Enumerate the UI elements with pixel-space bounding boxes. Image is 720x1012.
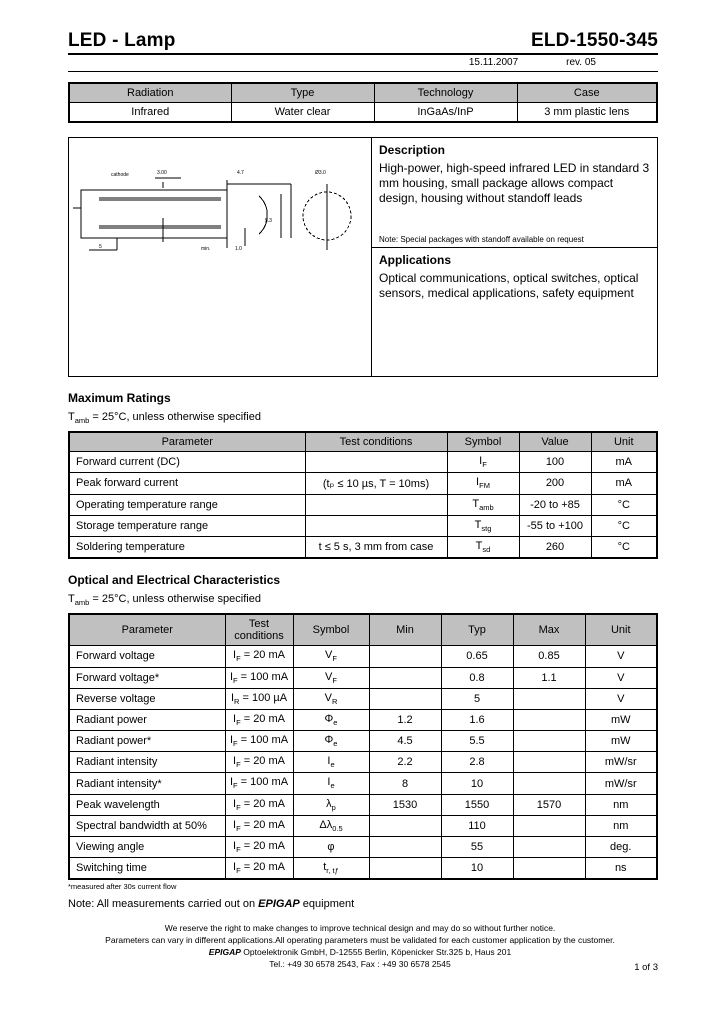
cell-test-conditions bbox=[305, 494, 447, 515]
footer-line-1: We reserve the right to make changes to improve technical design and may do so without further notice. bbox=[164, 923, 556, 933]
symbol-subscript: r, tƒ bbox=[326, 866, 339, 876]
cond-sub: F bbox=[233, 781, 238, 791]
cell-unit: nm bbox=[585, 815, 657, 836]
cell-min bbox=[369, 858, 441, 880]
col-test-conditions: Test conditions bbox=[305, 432, 447, 452]
symbol-base: I bbox=[476, 476, 480, 489]
cond-base: I bbox=[229, 734, 233, 747]
col-min: Min bbox=[369, 614, 441, 646]
cell-parameter: Peak wavelength bbox=[69, 794, 225, 815]
cond-rest: = 100 mA bbox=[237, 670, 289, 683]
cell-symbol bbox=[447, 515, 519, 536]
symbol-subscript: stg bbox=[481, 523, 492, 533]
cond-sub: F bbox=[236, 866, 241, 876]
table-row bbox=[69, 103, 657, 123]
cell-min bbox=[369, 646, 441, 667]
cond-sub: F bbox=[236, 718, 241, 728]
symbol-subscript: p bbox=[331, 802, 336, 812]
cell-unit: mW/sr bbox=[585, 773, 657, 794]
cell-symbol bbox=[293, 688, 369, 709]
cell-symbol bbox=[447, 452, 519, 473]
col-test-conditions: Test conditions bbox=[225, 614, 293, 646]
cell-symbol bbox=[293, 773, 369, 794]
table-row bbox=[69, 794, 657, 815]
cond-base: I bbox=[233, 840, 237, 852]
symbol-subscript: FM bbox=[479, 481, 490, 491]
cell-parameter: Spectral bandwidth at 50% bbox=[69, 815, 225, 836]
col-technology: Technology bbox=[374, 83, 517, 103]
footer-company: EPIGAP bbox=[208, 947, 241, 957]
table-row bbox=[69, 646, 657, 667]
cond-symbol-sub: amb bbox=[74, 598, 90, 608]
cell-typ: 1.6 bbox=[441, 709, 513, 730]
table-row bbox=[69, 837, 657, 858]
value-technology: InGaAs/InP bbox=[374, 103, 517, 123]
cond-base: I bbox=[229, 776, 233, 789]
cell-max bbox=[513, 688, 585, 709]
cell-symbol bbox=[293, 752, 369, 773]
cell-symbol bbox=[293, 815, 369, 836]
cell-typ: 0.8 bbox=[441, 667, 513, 688]
description-section bbox=[372, 138, 657, 248]
cond-text: = 25°C, unless otherwise specified bbox=[89, 593, 261, 606]
drawing-dimension-labels bbox=[99, 170, 326, 252]
part-number: ELD-1550-345 bbox=[530, 30, 658, 51]
cell-parameter: Viewing angle bbox=[69, 837, 225, 858]
cell-unit: nm bbox=[585, 794, 657, 815]
characteristics-title: Optical and Electrical Characteristics bbox=[68, 573, 281, 588]
symbol-base: Φ bbox=[324, 734, 334, 747]
cell-max bbox=[513, 815, 585, 836]
symbol-subscript: sd bbox=[482, 545, 491, 555]
col-unit: Unit bbox=[591, 432, 657, 452]
col-unit: Unit bbox=[585, 614, 657, 646]
applications-title: Applications bbox=[379, 253, 452, 267]
table-row bbox=[69, 536, 657, 558]
symbol-subscript: F bbox=[332, 675, 337, 685]
cell-typ: 110 bbox=[441, 815, 513, 836]
cell-parameter: Switching time bbox=[69, 858, 225, 880]
value-radiation: Infrared bbox=[69, 103, 231, 123]
cond-rest: = 20 mA bbox=[240, 797, 285, 810]
cell-value: -20 to +85 bbox=[519, 494, 591, 515]
overview-table bbox=[68, 82, 658, 123]
cell-test-conditions bbox=[225, 752, 293, 773]
note-prefix: Note: All measurements carried out on bbox=[68, 898, 259, 911]
cond-rest: = 100 µA bbox=[239, 691, 288, 704]
cell-min: 1.2 bbox=[369, 709, 441, 730]
cond-rest: = 20 mA bbox=[240, 649, 285, 662]
cell-symbol bbox=[293, 858, 369, 880]
svg-text:4.7: 4.7 bbox=[237, 170, 244, 176]
cell-value: -55 to +100 bbox=[519, 515, 591, 536]
cond-base: I bbox=[233, 755, 237, 768]
cond-sub: F bbox=[236, 760, 241, 770]
cell-symbol bbox=[447, 536, 519, 558]
symbol-base: I bbox=[479, 455, 483, 468]
package-outline-drawing bbox=[69, 138, 372, 376]
description-note: Note: Special packages with standoff available on request bbox=[379, 235, 584, 244]
cell-typ: 2.8 bbox=[441, 752, 513, 773]
cond-sub: F bbox=[236, 845, 241, 855]
cell-test-conditions bbox=[225, 773, 293, 794]
document-revision: rev. 05 bbox=[566, 57, 596, 68]
cond-base: I bbox=[233, 797, 237, 810]
cell-max bbox=[513, 709, 585, 730]
footer-line-2: Parameters can vary in different applications.All operating parameters must be validated for each customer application by the customer. bbox=[105, 935, 615, 945]
cond-sub: F bbox=[236, 802, 241, 812]
cell-typ: 55 bbox=[441, 837, 513, 858]
characteristics-table bbox=[68, 613, 658, 880]
cond-base: I bbox=[229, 670, 233, 683]
table-row bbox=[69, 858, 657, 880]
cell-symbol bbox=[293, 837, 369, 858]
cell-typ: 1550 bbox=[441, 794, 513, 815]
cell-unit: mW/sr bbox=[585, 752, 657, 773]
table-header-row bbox=[69, 432, 657, 452]
cell-test-conditions bbox=[305, 452, 447, 473]
col-type: Type bbox=[231, 83, 374, 103]
cell-min bbox=[369, 688, 441, 709]
cell-parameter: Radiant power* bbox=[69, 731, 225, 752]
table-row bbox=[69, 688, 657, 709]
sheet-content bbox=[68, 30, 658, 910]
characteristics-footnote: *measured after 30s current flow bbox=[68, 882, 177, 892]
note-suffix: equipment bbox=[299, 898, 355, 911]
cell-min: 8 bbox=[369, 773, 441, 794]
cell-unit: V bbox=[585, 688, 657, 709]
symbol-base: T bbox=[475, 539, 483, 552]
symbol-subscript: e bbox=[330, 760, 335, 770]
symbol-base: t bbox=[323, 861, 327, 874]
col-value: Value bbox=[519, 432, 591, 452]
cond-rest: = 20 mA bbox=[240, 840, 285, 852]
cell-unit: ns bbox=[585, 858, 657, 880]
cell-symbol bbox=[293, 646, 369, 667]
cell-test-conditions: t ≤ 5 s, 3 mm from case bbox=[305, 536, 447, 558]
cell-typ: 5.5 bbox=[441, 731, 513, 752]
page-title: LED - Lamp bbox=[68, 30, 176, 51]
cell-parameter: Soldering temperature bbox=[69, 536, 305, 558]
cell-unit: mA bbox=[591, 473, 657, 494]
cell-test-conditions bbox=[305, 515, 447, 536]
cell-parameter: Radiant power bbox=[69, 709, 225, 730]
symbol-base: V bbox=[325, 670, 333, 683]
drawing-description-block bbox=[68, 137, 658, 377]
svg-text:3.00: 3.00 bbox=[157, 170, 167, 176]
svg-text:5: 5 bbox=[99, 244, 102, 250]
cell-typ: 0.65 bbox=[441, 646, 513, 667]
cond-symbol-sub: amb bbox=[74, 416, 90, 426]
symbol-base: Δλ bbox=[319, 818, 333, 831]
cell-min bbox=[369, 667, 441, 688]
table-row bbox=[69, 731, 657, 752]
footer-address: Optoelektronik GmbH, D-12555 Berlin, Köpenicker Str.325 b, Haus 201 bbox=[240, 947, 512, 957]
characteristics-body bbox=[69, 646, 657, 880]
footer-address-line bbox=[0, 946, 720, 958]
table-row bbox=[69, 515, 657, 536]
cell-unit: deg. bbox=[585, 837, 657, 858]
col-symbol: Symbol bbox=[293, 614, 369, 646]
symbol-subscript: 0.5 bbox=[332, 824, 343, 833]
cell-unit: mW bbox=[585, 709, 657, 730]
cell-parameter: Forward voltage bbox=[69, 646, 225, 667]
cell-symbol bbox=[293, 709, 369, 730]
cell-unit: V bbox=[585, 667, 657, 688]
cond-base: I bbox=[233, 712, 237, 725]
cell-min bbox=[369, 815, 441, 836]
cell-max bbox=[513, 773, 585, 794]
cell-test-conditions bbox=[225, 709, 293, 730]
cell-max: 1.1 bbox=[513, 667, 585, 688]
cell-value: 100 bbox=[519, 452, 591, 473]
cond-symbol: T bbox=[68, 411, 75, 423]
page-header bbox=[68, 30, 658, 55]
cell-test-conditions bbox=[225, 837, 293, 858]
cell-parameter: Operating temperature range bbox=[69, 494, 305, 515]
svg-text:Ø3.0: Ø3.0 bbox=[315, 170, 326, 176]
symbol-base: V bbox=[325, 649, 333, 662]
symbol-base: λ bbox=[326, 797, 332, 810]
cell-symbol bbox=[447, 473, 519, 494]
maximum-ratings-condition bbox=[68, 411, 658, 425]
cell-min: 2.2 bbox=[369, 752, 441, 773]
cell-unit: °C bbox=[591, 536, 657, 558]
cell-unit: °C bbox=[591, 494, 657, 515]
symbol-subscript: R bbox=[331, 696, 338, 706]
cell-symbol bbox=[293, 667, 369, 688]
cell-parameter: Radiant intensity bbox=[69, 752, 225, 773]
symbol-subscript: amb bbox=[479, 502, 494, 512]
cell-parameter: Forward voltage* bbox=[69, 667, 225, 688]
cond-sub: R bbox=[234, 696, 240, 706]
cell-test-conditions bbox=[225, 688, 293, 709]
cell-test-conditions bbox=[225, 731, 293, 752]
cond-rest: = 20 mA bbox=[240, 861, 285, 874]
cond-sub: F bbox=[236, 654, 241, 664]
maximum-ratings-body bbox=[69, 452, 657, 558]
cond-base: I bbox=[233, 818, 237, 831]
cell-max: 0.85 bbox=[513, 646, 585, 667]
package-drawing-pane bbox=[69, 138, 372, 376]
cell-test-conditions: (tₚ ≤ 10 µs, T = 10ms) bbox=[305, 473, 447, 494]
cell-test-conditions bbox=[225, 815, 293, 836]
symbol-base: V bbox=[324, 691, 332, 704]
cell-typ: 10 bbox=[441, 773, 513, 794]
table-row bbox=[69, 667, 657, 688]
table-row bbox=[69, 815, 657, 836]
cell-unit: V bbox=[585, 646, 657, 667]
applications-body: Optical communications, optical switches, optical sensors, medical applications, safety equipment bbox=[379, 271, 639, 300]
cell-max bbox=[513, 837, 585, 858]
maximum-ratings-title: Maximum Ratings bbox=[68, 391, 171, 405]
cell-parameter: Peak forward current bbox=[69, 473, 305, 494]
col-radiation: Radiation bbox=[69, 83, 231, 103]
cell-test-conditions bbox=[225, 667, 293, 688]
cond-base: I bbox=[233, 861, 237, 874]
symbol-base: I bbox=[327, 776, 331, 789]
cell-parameter: Radiant intensity* bbox=[69, 773, 225, 794]
cell-typ: 10 bbox=[441, 858, 513, 880]
symbol-base: Φ bbox=[324, 712, 334, 725]
svg-text:5.3: 5.3 bbox=[265, 218, 272, 224]
maximum-ratings-table bbox=[68, 431, 658, 559]
col-max: Max bbox=[513, 614, 585, 646]
cond-sub: F bbox=[233, 675, 238, 685]
symbol-subscript: F bbox=[332, 654, 337, 664]
col-parameter: Parameter bbox=[69, 432, 305, 452]
cond-base: I bbox=[233, 649, 237, 662]
table-row bbox=[69, 752, 657, 773]
cell-max bbox=[513, 731, 585, 752]
cell-value: 200 bbox=[519, 473, 591, 494]
page-footer bbox=[0, 922, 720, 970]
description-applications-pane bbox=[372, 138, 657, 376]
cond-base: I bbox=[230, 691, 234, 704]
cond-sub: F bbox=[233, 739, 238, 749]
svg-text:min.: min. bbox=[201, 246, 211, 252]
cell-parameter: Reverse voltage bbox=[69, 688, 225, 709]
col-case: Case bbox=[517, 83, 657, 103]
symbol-subscript: e bbox=[330, 781, 335, 791]
description-body: High-power, high-speed infrared LED in standard 3 mm housing, small package allows compact design, housing without standoff leads bbox=[379, 161, 650, 205]
header-subline bbox=[68, 55, 658, 72]
cell-typ: 5 bbox=[441, 688, 513, 709]
cond-sub: F bbox=[236, 824, 241, 833]
footer-contact: Tel.: +49 30 6578 2543, Fax : +49 30 6578 2545 bbox=[269, 959, 451, 969]
characteristics-note bbox=[68, 898, 658, 910]
table-row bbox=[69, 709, 657, 730]
cell-test-conditions bbox=[225, 858, 293, 880]
symbol-base: T bbox=[472, 497, 480, 510]
symbol-subscript: e bbox=[333, 718, 338, 728]
page-number: 1 of 3 bbox=[634, 962, 658, 973]
cell-symbol bbox=[447, 494, 519, 515]
cell-test-conditions bbox=[225, 794, 293, 815]
cond-rest: = 100 mA bbox=[237, 734, 289, 747]
cell-unit: mW bbox=[585, 731, 657, 752]
table-header-row bbox=[69, 614, 657, 646]
cell-min: 1530 bbox=[369, 794, 441, 815]
cell-parameter: Forward current (DC) bbox=[69, 452, 305, 473]
cell-unit: mA bbox=[591, 452, 657, 473]
value-case: 3 mm plastic lens bbox=[517, 103, 657, 123]
svg-text:1.0: 1.0 bbox=[235, 246, 242, 252]
cell-max bbox=[513, 858, 585, 880]
cell-symbol bbox=[293, 794, 369, 815]
cell-max bbox=[513, 752, 585, 773]
cell-min: 4.5 bbox=[369, 731, 441, 752]
note-company: EPIGAP bbox=[258, 898, 300, 911]
cell-unit: °C bbox=[591, 515, 657, 536]
applications-section bbox=[372, 248, 657, 376]
cond-text: = 25°C, unless otherwise specified bbox=[89, 411, 261, 423]
description-title: Description bbox=[379, 143, 446, 157]
cell-test-conditions bbox=[225, 646, 293, 667]
value-type: Water clear bbox=[231, 103, 374, 123]
col-typ: Typ bbox=[441, 614, 513, 646]
symbol-base: φ bbox=[327, 841, 335, 854]
table-row bbox=[69, 452, 657, 473]
cond-rest: = 20 mA bbox=[240, 818, 285, 831]
table-row bbox=[69, 773, 657, 794]
cond-symbol: T bbox=[68, 593, 75, 606]
cell-parameter: Storage temperature range bbox=[69, 515, 305, 536]
table-row bbox=[69, 494, 657, 515]
cell-min bbox=[369, 837, 441, 858]
document-date: 15.11.2007 bbox=[468, 57, 519, 68]
cond-rest: = 20 mA bbox=[240, 712, 285, 725]
table-row bbox=[69, 473, 657, 494]
symbol-base: I bbox=[327, 755, 331, 768]
symbol-subscript: e bbox=[333, 739, 338, 749]
symbol-base: T bbox=[474, 518, 482, 531]
svg-text:cathode: cathode bbox=[111, 172, 129, 178]
cell-max: 1570 bbox=[513, 794, 585, 815]
cond-rest: = 100 mA bbox=[237, 776, 289, 789]
table-header-row bbox=[69, 83, 657, 103]
col-parameter: Parameter bbox=[69, 614, 225, 646]
col-symbol: Symbol bbox=[447, 432, 519, 452]
cell-value: 260 bbox=[519, 536, 591, 558]
characteristics-condition bbox=[68, 593, 658, 607]
cell-symbol bbox=[293, 731, 369, 752]
symbol-subscript: F bbox=[482, 460, 487, 470]
cond-rest: = 20 mA bbox=[240, 755, 285, 768]
